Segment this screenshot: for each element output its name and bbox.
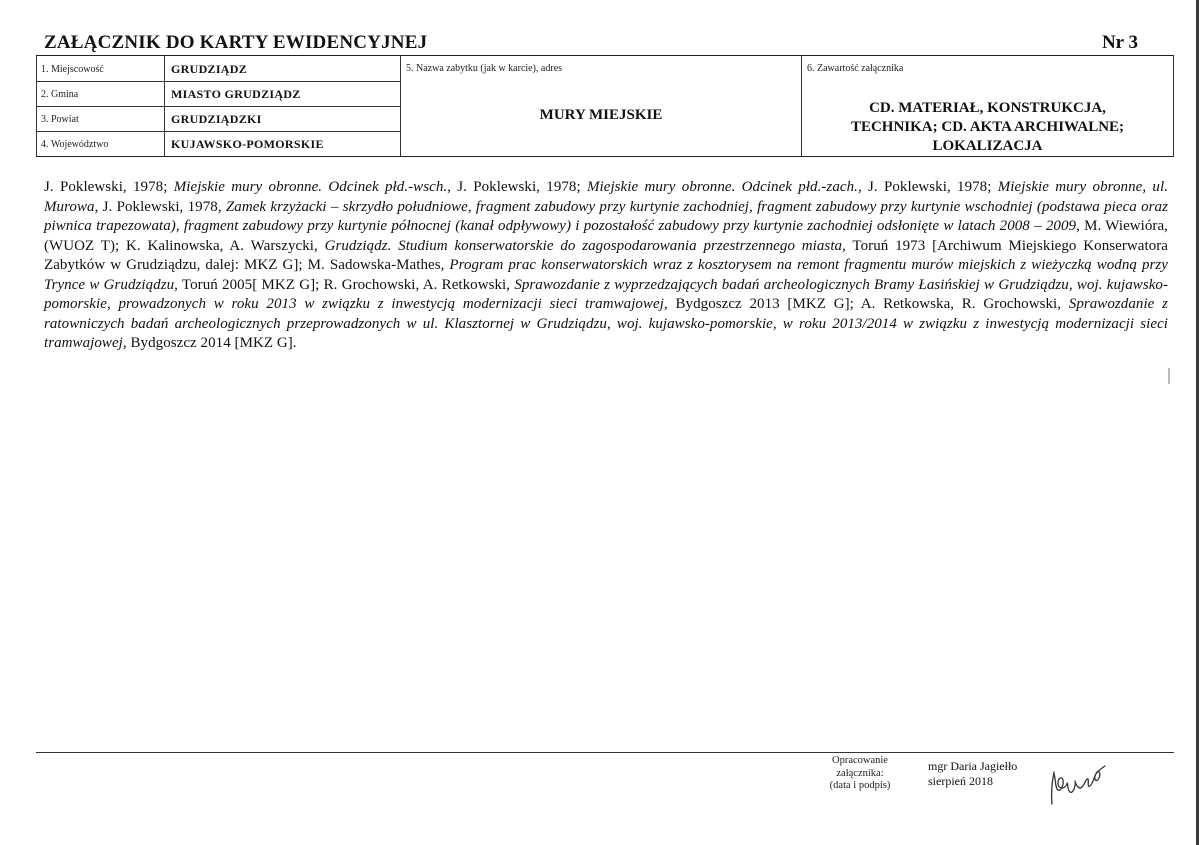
bibliography-title: Miejskie mury obronne. Odcinek płd.-wsch. — [173, 179, 448, 195]
table-bottom-border — [36, 156, 1174, 157]
bibliography-reference: , J. Poklewski, 1978, — [94, 198, 226, 215]
location-value-town: GRUDZIĄDZ — [171, 62, 248, 76]
prepared-date: sierpień 2018 — [928, 774, 993, 788]
bibliography-reference: , J. Poklewski, 1978; — [857, 179, 998, 195]
bibliography-reference: J. Poklewski, 1978; — [44, 179, 174, 195]
bibliography-title: Miejskie mury obronne, ul. Murowa — [44, 179, 1168, 215]
footer-divider — [36, 752, 1174, 753]
scan-mark — [1168, 368, 1170, 384]
location-value-county: GRUDZIĄDZKI — [171, 112, 262, 126]
signature-icon — [1046, 764, 1108, 806]
prepared-by-label-line: Opracowanie — [832, 755, 888, 766]
prepared-by-label — [818, 755, 902, 793]
location-label-voivodeship: 4. Województwo — [41, 139, 109, 150]
bibliography-reference: , J. Poklewski, 1978; — [447, 179, 587, 195]
bibliography-reference: Toruń 1973 [Archiwum Miejskiego Konserwatora Zabytków w Grudziądzu, dalej: MKZ G]; M. Sadowska-Mathes, — [44, 237, 1168, 273]
attachment-content — [802, 99, 1173, 156]
bibliography-title: Zamek krzyżacki – skrzydło południowe, fragment zabudowy przy kurtynie zachodniej, fragment zabudowy przy kurtynie wschodniej (podstawa pieca oraz piwnica trapezowata), fragment zabudowy przy kurtynie północnej (kanał odpływowy) i pozostałość zabudowy przy kurtynie zachodniej odsłonięte w latach 2008 – 2009 — [44, 198, 1168, 234]
monument-label: 5. Nazwa zabytku (jak w karcie), adres — [406, 63, 563, 74]
attachment-content-line: LOKALIZACJA — [932, 138, 1043, 154]
bibliography-text — [44, 178, 1168, 354]
location-value-voivodeship: KUJAWSKO-POMORSKIE — [171, 137, 324, 151]
location-label-town: 1. Miejscowość — [41, 64, 104, 75]
attachment-content-label: 6. Zawartość załącznika — [807, 63, 904, 74]
bibliography-title: Sprawozdanie z wyprzedzających badań archeologicznych Bramy Łasińskiej w Grudziądzu, woj. kujawsko-pomorskie, prowadzonych w roku 2013 w związku z inwestycją modernizacji sieci tramwajowej — [44, 276, 1169, 312]
bibliography-title: Program prac konserwatorskich wraz z kosztorysem na remont fragmentu murów miejskich z wieżyczką wodną przy Trynce w Grudziądzu — [44, 257, 1169, 293]
bibliography-reference: , Bydgoszcz 2014 [MKZ G]. — [122, 335, 297, 351]
bibliography-reference: , Bydgoszcz 2013 [MKZ G]; A. Retkowska, R. Grochowski, — [663, 296, 1069, 312]
location-value-commune: MIASTO GRUDZIĄDZ — [171, 87, 301, 101]
row-divider — [36, 131, 400, 132]
bibliography-title: Miejskie mury obronne. Odcinek płd.-zach. — [586, 179, 858, 195]
info-table — [36, 56, 1174, 156]
bibliography-reference: , M. Wiewióra, (WUOZ T); K. Kalinowska, A. Warszycki, — [44, 218, 1168, 254]
table-divider — [400, 56, 401, 156]
row-divider — [36, 106, 400, 107]
attachment-number: Nr 3 — [1101, 32, 1138, 53]
prepared-by-label-line: załącznika: — [836, 767, 884, 779]
bibliography-title: Grudziądz. Studium konserwatorskie do zagospodarowania przestrzennego miasta, — [324, 237, 846, 254]
author-block — [928, 759, 1017, 789]
author-name: mgr Daria Jagiełło — [928, 759, 1018, 773]
row-divider — [36, 81, 400, 82]
page-title: ZAŁĄCZNIK DO KARTY EWIDENCYJNEJ — [44, 32, 428, 53]
monument-name: MURY MIEJSKIE — [539, 107, 663, 123]
attachment-content-line: TECHNIKA; CD. AKTA ARCHIWALNE; — [850, 119, 1125, 135]
document-header — [36, 30, 1174, 56]
location-label-commune: 2. Gmina — [41, 89, 79, 100]
bibliography-reference: , Toruń 2005[ MKZ G]; R. Grochowski, A. Retkowski, — [174, 276, 515, 293]
prepared-by-label-line: (data i podpis) — [829, 780, 891, 791]
attachment-content-line: CD. MATERIAŁ, KONSTRUKCJA, — [869, 100, 1106, 116]
location-label-county: 3. Powiat — [41, 114, 79, 125]
table-border-right — [1173, 56, 1174, 156]
bibliography-title: Sprawozdanie z ratowniczych badań archeologicznych przeprowadzonych w ul. Klasztornej w Grudziądzu, woj. kujawsko-pomorskie, w roku 2013/2014 w związku z inwestycją modernizacji sieci tramwajowej — [44, 296, 1168, 351]
